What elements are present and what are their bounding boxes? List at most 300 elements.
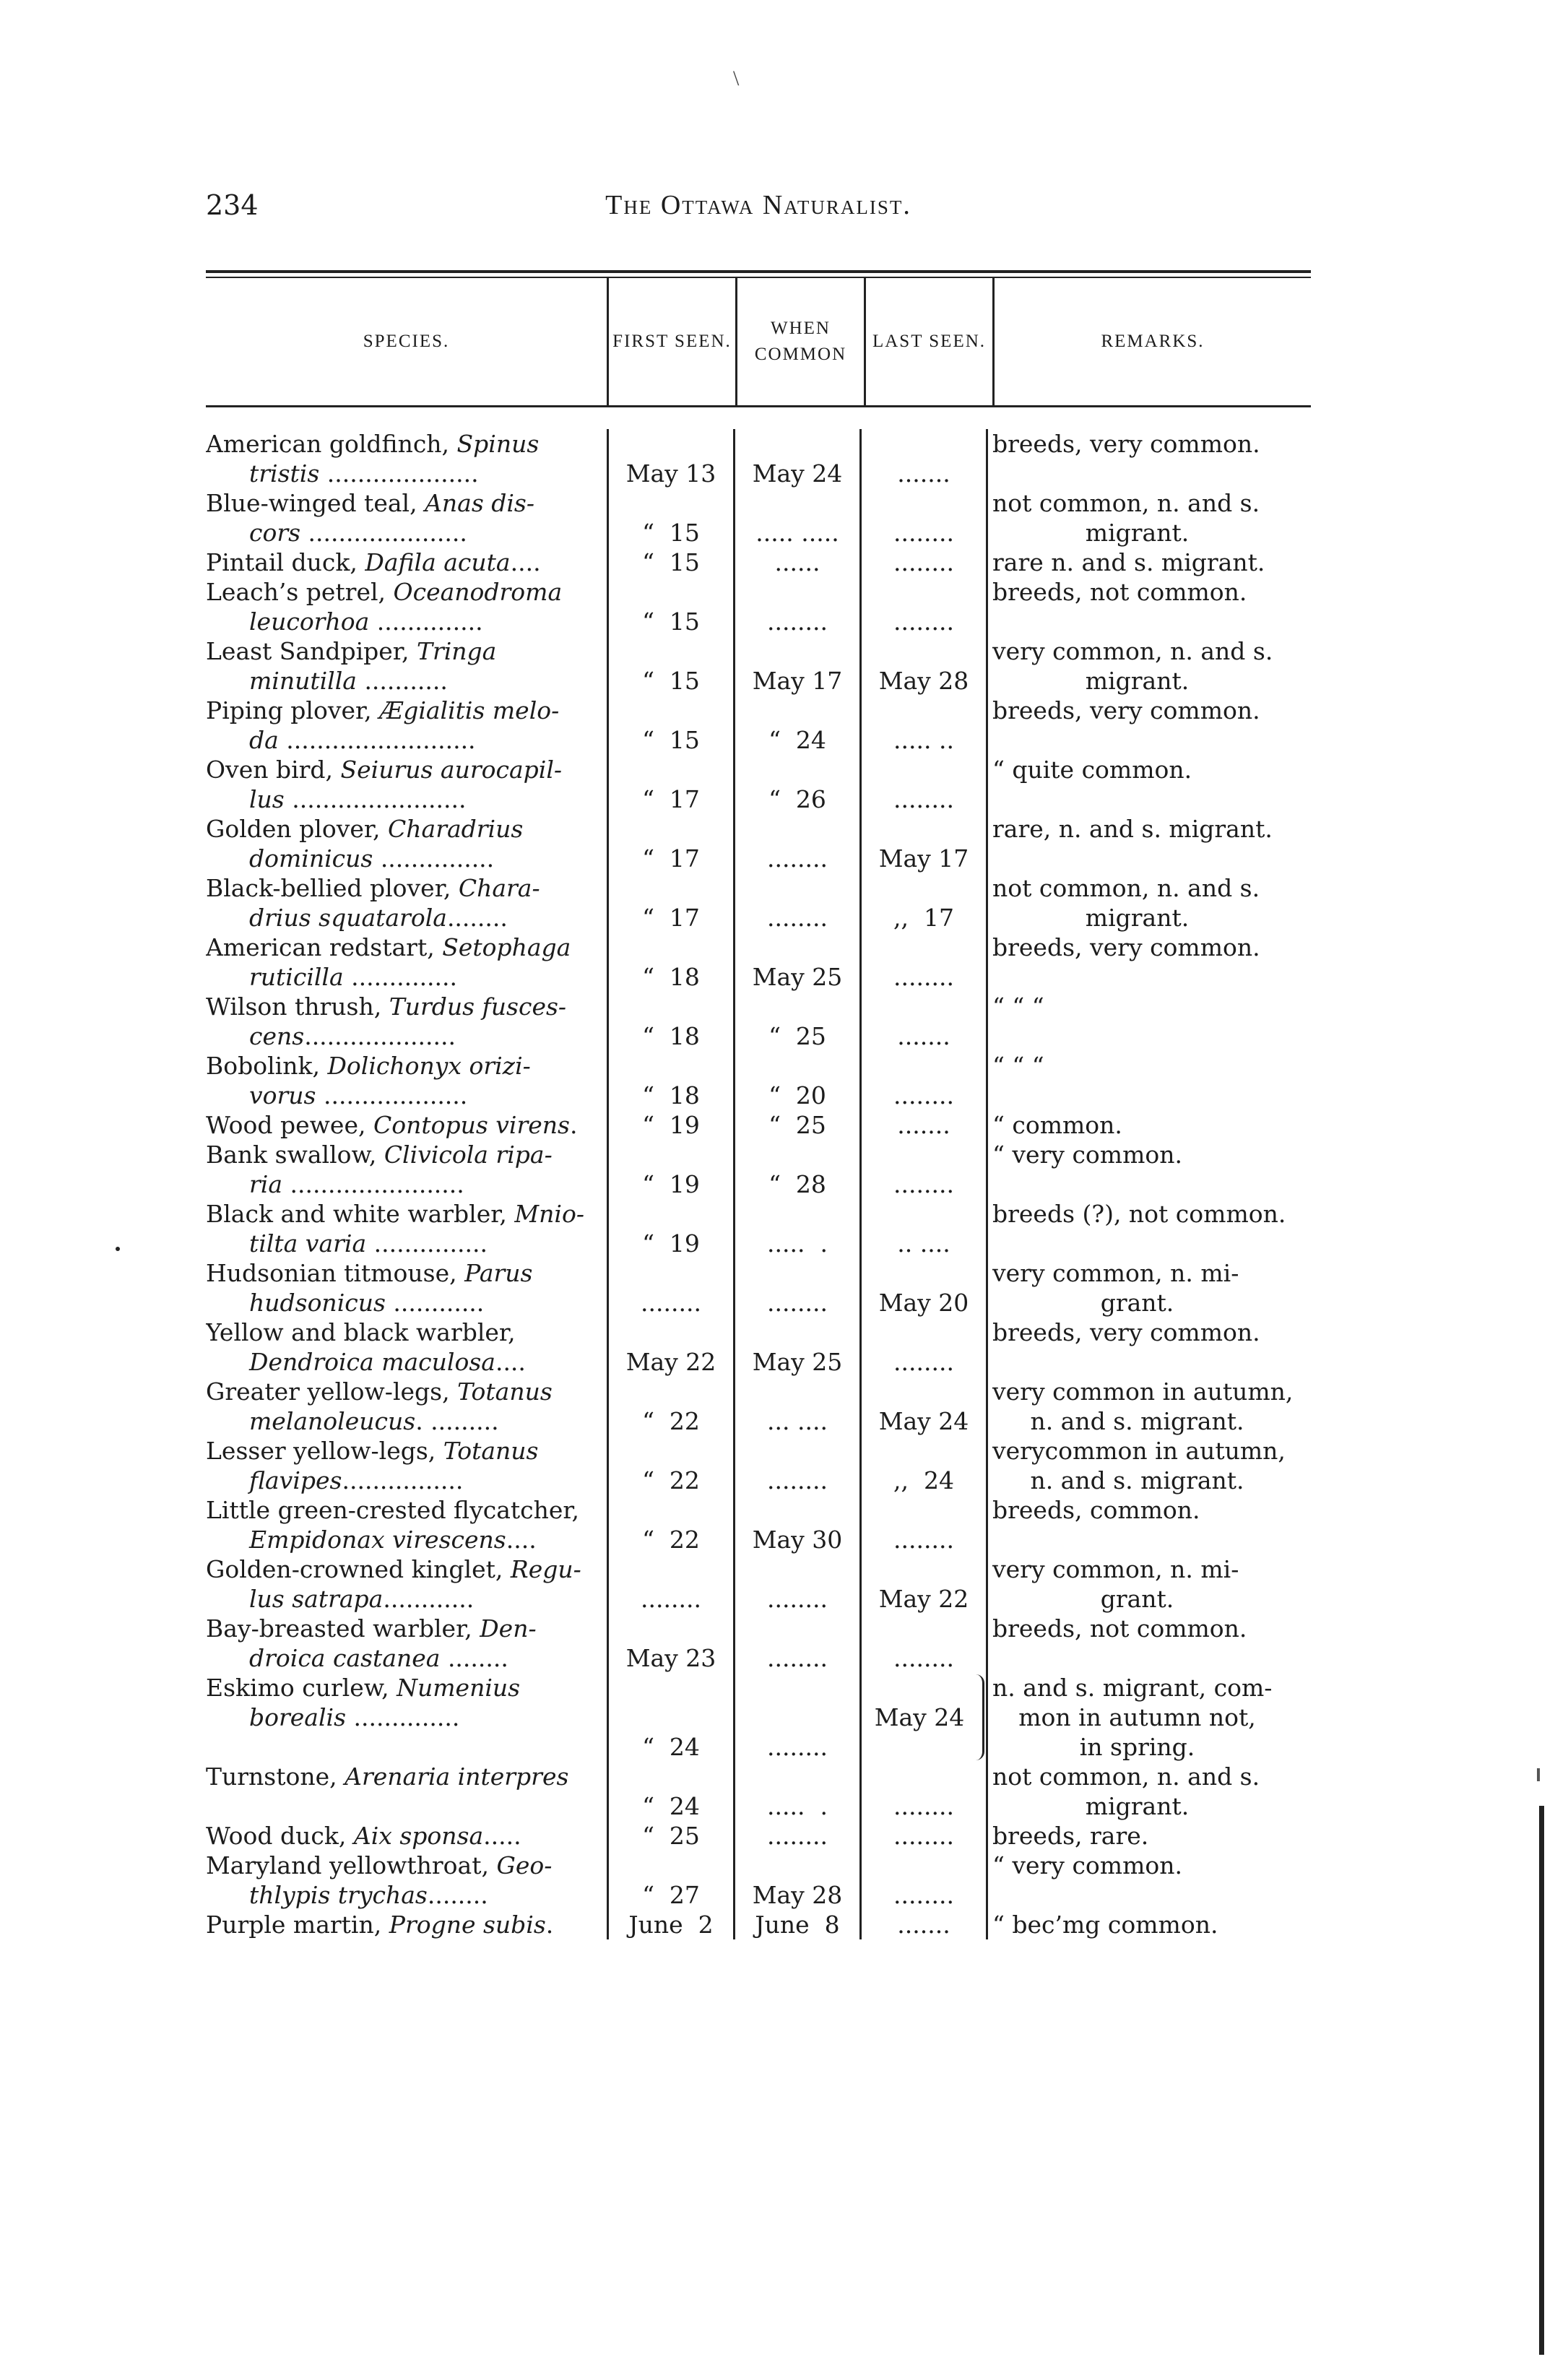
margin-dot xyxy=(116,1247,120,1251)
when-common-cell: ..... . xyxy=(733,1762,859,1821)
first-seen-cell: May 13 xyxy=(607,429,733,488)
species-cell xyxy=(206,1110,607,1140)
remarks-cell xyxy=(986,1258,1311,1318)
species-line xyxy=(206,1406,602,1436)
table-row xyxy=(206,992,1311,1051)
table-row xyxy=(206,933,1311,992)
remark-line: verycommon in autumn, xyxy=(992,1437,1286,1465)
species-line xyxy=(206,873,602,903)
last-seen-cell xyxy=(859,1762,986,1821)
when-common-cell: “ 26 xyxy=(733,755,859,814)
species-latin-name: Den- xyxy=(480,1614,537,1643)
remark-line: “ very common. xyxy=(992,1141,1182,1169)
running-head: The Ottawa Naturalist. xyxy=(605,190,911,220)
species-latin-name: ruticilla xyxy=(249,963,344,991)
remark-line: breeds, very common. xyxy=(992,933,1260,961)
species-cell xyxy=(206,429,607,488)
remark-line: “ “ “ xyxy=(992,992,1044,1021)
remarks-cell xyxy=(986,1377,1311,1436)
species-cell xyxy=(206,933,607,992)
table-body xyxy=(206,429,1311,1939)
species-latin-name: lus xyxy=(249,785,285,813)
species-latin-name: flavipes xyxy=(249,1466,342,1494)
species-line xyxy=(206,518,602,548)
last-seen-cell xyxy=(859,1821,986,1851)
last-seen-cell xyxy=(859,814,986,873)
species-common-name: Eskimo curlew, xyxy=(206,1674,397,1702)
header-remarks: REMARKS. xyxy=(992,278,1311,405)
remarks-cell xyxy=(986,636,1311,696)
last-seen-value: ..... .. xyxy=(893,726,954,754)
remark-line: not common, n. and s. xyxy=(992,489,1260,517)
species-latin-name: da xyxy=(249,726,279,754)
margin-tick xyxy=(1537,1768,1540,1781)
when-common-cell: “ 28 xyxy=(733,1140,859,1199)
remark-line: breeds, very common. xyxy=(992,1318,1260,1346)
table-row xyxy=(206,1051,1311,1110)
species-latin-name: Spinus xyxy=(456,430,540,458)
species-latin-name: Charadrius xyxy=(388,815,524,843)
species-leader: ......................... xyxy=(278,726,476,754)
species-common-name: Purple martin, xyxy=(206,1911,389,1939)
species-cell xyxy=(206,548,607,577)
first-seen-cell: “ 24 xyxy=(607,1762,733,1821)
species-common-name: Leach’s petrel, xyxy=(206,578,394,606)
last-seen-cell xyxy=(859,1318,986,1377)
first-seen-cell: “ 18 xyxy=(607,933,733,992)
table-row xyxy=(206,873,1311,933)
species-latin-name: Setophaga xyxy=(442,933,571,961)
species-common-name: Oven bird, xyxy=(206,756,341,784)
species-latin-name: thlypis trychas xyxy=(249,1881,428,1909)
species-latin-name: borealis xyxy=(249,1703,347,1731)
species-common-name: Wood duck, xyxy=(206,1822,354,1850)
species-line xyxy=(206,814,602,844)
remark-line: breeds (?), not common. xyxy=(992,1200,1286,1228)
first-seen-cell: “ 17 xyxy=(607,873,733,933)
when-common-cell: “ 25 xyxy=(733,992,859,1051)
species-leader: . xyxy=(545,1911,554,1939)
remarks-cell xyxy=(986,1910,1311,1939)
species-cell xyxy=(206,1495,607,1554)
species-leader: .... xyxy=(495,1348,526,1376)
species-leader: ....................... xyxy=(282,1170,464,1198)
last-seen-value: ........ xyxy=(893,1170,954,1198)
first-seen-cell: “ 25 xyxy=(607,1821,733,1851)
species-common-name: Golden plover, xyxy=(206,815,389,843)
remarks-cell xyxy=(986,1110,1311,1140)
species-cell xyxy=(206,1554,607,1614)
species-line xyxy=(206,459,602,488)
table-row xyxy=(206,1436,1311,1495)
last-seen-value: ........ xyxy=(893,1526,954,1554)
species-latin-name: droica castanea xyxy=(249,1644,441,1672)
species-line xyxy=(206,1762,602,1791)
species-line xyxy=(206,1081,602,1110)
table-row xyxy=(206,1199,1311,1258)
remark-line: breeds, very common. xyxy=(992,696,1260,724)
species-cell xyxy=(206,1851,607,1910)
species-line xyxy=(206,903,602,933)
species-latin-name: tilta varia xyxy=(249,1229,367,1258)
last-seen-cell xyxy=(859,1140,986,1199)
species-leader: ............... xyxy=(366,1229,488,1258)
first-seen-cell: “ 18 xyxy=(607,1051,733,1110)
species-line xyxy=(206,962,602,992)
first-seen-cell: June 2 xyxy=(607,1910,733,1939)
first-seen-cell: “ 15 xyxy=(607,696,733,755)
species-latin-name: Mnio- xyxy=(514,1200,584,1228)
when-common-cell: May 28 xyxy=(733,1851,859,1910)
species-common-name: American goldfinch, xyxy=(206,430,457,458)
species-cell xyxy=(206,1318,607,1377)
species-latin-name: Ægialitis melo- xyxy=(379,696,560,724)
first-seen-cell: “ 22 xyxy=(607,1436,733,1495)
remark-line: grant. xyxy=(1100,1289,1174,1317)
remarks-cell xyxy=(986,1821,1311,1851)
species-cell xyxy=(206,1436,607,1495)
last-seen-cell xyxy=(859,1377,986,1436)
species-line xyxy=(206,1377,602,1406)
species-leader: ................ xyxy=(342,1466,464,1494)
species-cell xyxy=(206,1140,607,1199)
last-seen-value: ........ xyxy=(893,1081,954,1109)
last-seen-cell xyxy=(859,1495,986,1554)
species-latin-name: melanoleucus xyxy=(249,1407,416,1435)
species-line xyxy=(206,548,602,577)
species-latin-name: Anas dis- xyxy=(425,489,535,517)
first-seen-cell: “ 17 xyxy=(607,755,733,814)
last-seen-value: ,, 17 xyxy=(893,904,954,932)
last-seen-cell xyxy=(859,1614,986,1673)
last-seen-cell xyxy=(859,1051,986,1110)
last-seen-value: ........ xyxy=(893,548,954,576)
stray-print-mark: \ xyxy=(733,66,740,90)
first-seen-cell: “ 15 xyxy=(607,548,733,577)
remark-line: very common, n. mi- xyxy=(992,1259,1239,1287)
species-cell xyxy=(206,1258,607,1318)
when-common-cell: ........ xyxy=(733,1673,859,1762)
species-latin-name: Seiurus aurocapil- xyxy=(340,756,563,784)
last-seen-value: ....... xyxy=(897,1111,950,1139)
species-leader: ................... xyxy=(316,1081,468,1109)
last-seen-value: ........ xyxy=(893,785,954,813)
species-line xyxy=(206,1880,602,1910)
when-common-cell: ........ xyxy=(733,1436,859,1495)
species-common-name: American redstart, xyxy=(206,933,443,961)
species-leader: .... xyxy=(506,1526,537,1554)
species-latin-name: drius squatarola xyxy=(249,904,447,932)
species-latin-name: cors xyxy=(249,519,301,547)
species-leader: ....................... xyxy=(284,785,467,813)
last-seen-cell xyxy=(859,755,986,814)
species-cell xyxy=(206,814,607,873)
species-latin-name: Parus xyxy=(464,1259,533,1287)
species-line xyxy=(206,1229,602,1258)
remark-line: not common, n. and s. xyxy=(992,1762,1260,1791)
species-line xyxy=(206,607,602,636)
remark-line: very common in autumn, xyxy=(992,1377,1294,1406)
last-seen-value: ........ xyxy=(893,607,954,636)
remark-line: mon in autumn not, xyxy=(1018,1703,1256,1731)
species-line xyxy=(206,488,602,518)
table-row xyxy=(206,1140,1311,1199)
species-common-name: Bank swallow, xyxy=(206,1141,384,1169)
table-row xyxy=(206,696,1311,755)
species-latin-name: Dolichonyx orizi- xyxy=(327,1052,531,1080)
species-latin-name: Tringa xyxy=(416,637,497,665)
species-common-name: Pintail duck, xyxy=(206,548,365,576)
species-latin-name: Numenius xyxy=(397,1674,521,1702)
table-row xyxy=(206,1495,1311,1554)
last-seen-value: ........ xyxy=(893,1822,954,1850)
last-seen-value: ....... xyxy=(897,459,950,488)
remarks-cell xyxy=(986,1851,1311,1910)
species-line xyxy=(206,429,602,459)
first-seen-cell: “ 15 xyxy=(607,577,733,636)
last-seen-cell xyxy=(859,1199,986,1258)
species-common-name: Blue-winged teal, xyxy=(206,489,425,517)
species-line xyxy=(206,1614,602,1643)
species-cell xyxy=(206,755,607,814)
first-seen-cell: May 23 xyxy=(607,1614,733,1673)
table-row xyxy=(206,1762,1311,1821)
species-line xyxy=(206,1495,602,1525)
remarks-cell xyxy=(986,548,1311,577)
table-row xyxy=(206,636,1311,696)
migration-table xyxy=(206,270,1311,1939)
species-latin-name: ria xyxy=(249,1170,283,1198)
species-line xyxy=(206,784,602,814)
when-common-cell: May 30 xyxy=(733,1495,859,1554)
species-line xyxy=(206,1258,602,1288)
last-seen-value: ........ xyxy=(893,1644,954,1672)
remark-line: not common, n. and s. xyxy=(992,874,1260,902)
header-last-seen: LAST SEEN. xyxy=(864,278,992,405)
species-line xyxy=(206,636,602,666)
when-common-cell: ........ xyxy=(733,873,859,933)
when-common-cell: “ 25 xyxy=(733,1110,859,1140)
when-common-cell: May 25 xyxy=(733,933,859,992)
remark-line: rare, n. and s. migrant. xyxy=(992,815,1273,843)
when-common-cell: ........ xyxy=(733,1614,859,1673)
species-cell xyxy=(206,1614,607,1673)
header-when-common: WHEN COMMON xyxy=(735,278,864,405)
species-latin-name: dominicus xyxy=(249,844,373,873)
table-row xyxy=(206,1377,1311,1436)
last-seen-cell xyxy=(859,1110,986,1140)
when-common-cell: ........ xyxy=(733,577,859,636)
remark-line: “ quite common. xyxy=(992,756,1192,784)
remarks-cell xyxy=(986,873,1311,933)
when-common-cell: May 17 xyxy=(733,636,859,696)
species-latin-name: vorus xyxy=(249,1081,316,1109)
page-number: 234 xyxy=(206,189,259,221)
remarks-cell xyxy=(986,1673,1311,1762)
species-leader: ........ xyxy=(440,1644,508,1672)
last-seen-cell xyxy=(859,696,986,755)
when-common-cell: June 8 xyxy=(733,1910,859,1939)
species-latin-name: hudsonicus xyxy=(249,1289,386,1317)
remarks-cell xyxy=(986,933,1311,992)
remarks-cell xyxy=(986,992,1311,1051)
table-header-row xyxy=(206,278,1311,407)
first-seen-cell: “ 18 xyxy=(607,992,733,1051)
species-line xyxy=(206,1525,602,1554)
when-common-cell: ........ xyxy=(733,814,859,873)
species-line xyxy=(206,1466,602,1495)
species-cell xyxy=(206,488,607,548)
last-seen-value: ........ xyxy=(893,519,954,547)
last-seen-cell xyxy=(859,992,986,1051)
species-line xyxy=(206,1436,602,1466)
species-common-name: Piping plover, xyxy=(206,696,380,724)
table-row xyxy=(206,577,1311,636)
species-line xyxy=(206,1821,602,1851)
species-common-name: Hudsonian titmouse, xyxy=(206,1259,465,1287)
species-common-name: Lesser yellow-legs, xyxy=(206,1437,443,1465)
species-common-name: Wood pewee, xyxy=(206,1111,373,1139)
species-latin-name: minutilla xyxy=(249,667,357,695)
remarks-cell xyxy=(986,1140,1311,1199)
species-line xyxy=(206,933,602,962)
last-seen-value: May 17 xyxy=(878,844,969,873)
species-line xyxy=(206,1347,602,1377)
species-cell xyxy=(206,1051,607,1110)
species-line xyxy=(206,1110,602,1140)
last-seen-cell xyxy=(859,873,986,933)
last-seen-value: ........ xyxy=(893,1348,954,1376)
species-line xyxy=(206,1673,602,1703)
when-common-cell: ...... xyxy=(733,548,859,577)
remarks-cell xyxy=(986,1554,1311,1614)
table-row xyxy=(206,1673,1311,1762)
remark-line: “ very common. xyxy=(992,1851,1182,1879)
remark-line: breeds, very common. xyxy=(992,430,1260,458)
when-common-cell: May 24 xyxy=(733,429,859,488)
last-seen-cell xyxy=(859,548,986,577)
species-common-name: Yellow and black warbler, xyxy=(206,1318,516,1346)
last-seen-value: ....... xyxy=(897,1911,950,1939)
species-leader: ............ xyxy=(383,1585,475,1613)
table-row xyxy=(206,429,1311,488)
species-latin-name: Geo- xyxy=(496,1851,553,1879)
species-leader: .............. xyxy=(369,607,483,636)
when-common-cell: ..... . xyxy=(733,1199,859,1258)
remarks-cell xyxy=(986,755,1311,814)
species-common-name: Black and white warbler, xyxy=(206,1200,515,1228)
page-header xyxy=(206,189,1311,225)
species-common-name: Bay-breasted warbler, xyxy=(206,1614,480,1643)
species-leader: ............ xyxy=(385,1289,485,1317)
species-leader: . xyxy=(569,1111,578,1139)
species-cell xyxy=(206,1673,607,1762)
remark-line: in spring. xyxy=(1079,1733,1195,1761)
table-row xyxy=(206,1110,1311,1140)
when-common-cell: May 25 xyxy=(733,1318,859,1377)
table-row xyxy=(206,1258,1311,1318)
when-common-cell: “ 20 xyxy=(733,1051,859,1110)
species-line xyxy=(206,1169,602,1199)
species-latin-name: Progne subis xyxy=(389,1911,546,1939)
last-seen-value: ........ xyxy=(893,963,954,991)
first-seen-cell: May 22 xyxy=(607,1318,733,1377)
last-seen-value: ........ xyxy=(893,1881,954,1909)
first-seen-cell: “ 15 xyxy=(607,488,733,548)
brace-mark xyxy=(975,1674,984,1760)
last-seen-value: .. .... xyxy=(897,1229,950,1258)
species-line xyxy=(206,1554,602,1584)
remarks-cell xyxy=(986,1318,1311,1377)
species-line xyxy=(206,1643,602,1673)
table-row xyxy=(206,1318,1311,1377)
species-cell xyxy=(206,1910,607,1939)
species-latin-name: Chara- xyxy=(458,874,540,902)
species-latin-name: Aix sponsa xyxy=(353,1822,484,1850)
last-seen-value: ........ xyxy=(893,1792,954,1820)
species-cell xyxy=(206,1762,607,1821)
species-leader: .................... xyxy=(319,459,479,488)
last-seen-cell xyxy=(859,1258,986,1318)
remarks-cell xyxy=(986,429,1311,488)
last-seen-value: May 24 xyxy=(874,1703,965,1731)
last-seen-cell xyxy=(859,1910,986,1939)
first-seen-cell: “ 27 xyxy=(607,1851,733,1910)
table-row xyxy=(206,755,1311,814)
species-common-name: Little green-crested flycatcher, xyxy=(206,1496,580,1524)
when-common-cell: ........ xyxy=(733,1258,859,1318)
species-cell xyxy=(206,577,607,636)
species-line xyxy=(206,1584,602,1614)
remark-line: migrant. xyxy=(1085,1792,1190,1820)
remarks-cell xyxy=(986,1614,1311,1673)
species-leader: .... xyxy=(510,548,541,576)
remark-line: very common, n. and s. xyxy=(992,637,1273,665)
first-seen-cell: “ 15 xyxy=(607,636,733,696)
remark-line: breeds, not common. xyxy=(992,578,1247,606)
species-latin-name: cens xyxy=(249,1022,305,1050)
remarks-cell xyxy=(986,1051,1311,1110)
remark-line: “ bec’mg common. xyxy=(992,1911,1218,1939)
last-seen-cell xyxy=(859,1673,986,1762)
species-common-name: Maryland yellowthroat, xyxy=(206,1851,497,1879)
species-latin-name: Contopus virens xyxy=(373,1111,570,1139)
species-common-name: Wilson thrush, xyxy=(206,992,389,1021)
species-latin-name: Totanus xyxy=(457,1377,553,1406)
species-leader: ..... xyxy=(483,1822,521,1850)
remarks-cell xyxy=(986,696,1311,755)
last-seen-cell xyxy=(859,933,986,992)
species-leader: ............... xyxy=(373,844,495,873)
species-leader: .............. xyxy=(343,963,458,991)
table-row xyxy=(206,1554,1311,1614)
species-cell xyxy=(206,1199,607,1258)
table-row xyxy=(206,1851,1311,1910)
last-seen-value: May 20 xyxy=(878,1289,969,1317)
species-common-name: Least Sandpiper, xyxy=(206,637,417,665)
remark-line: “ “ “ xyxy=(992,1052,1044,1080)
species-cell xyxy=(206,696,607,755)
species-latin-name: Regu- xyxy=(510,1555,581,1583)
remark-line: breeds, common. xyxy=(992,1496,1200,1524)
remarks-cell xyxy=(986,488,1311,548)
species-line xyxy=(206,577,602,607)
species-latin-name: Arenaria interpres xyxy=(345,1762,569,1791)
last-seen-value: May 24 xyxy=(878,1407,969,1435)
first-seen-cell: ........ xyxy=(607,1258,733,1318)
species-latin-name: tristis xyxy=(249,459,320,488)
remark-line: n. and s. migrant. xyxy=(1030,1407,1244,1435)
